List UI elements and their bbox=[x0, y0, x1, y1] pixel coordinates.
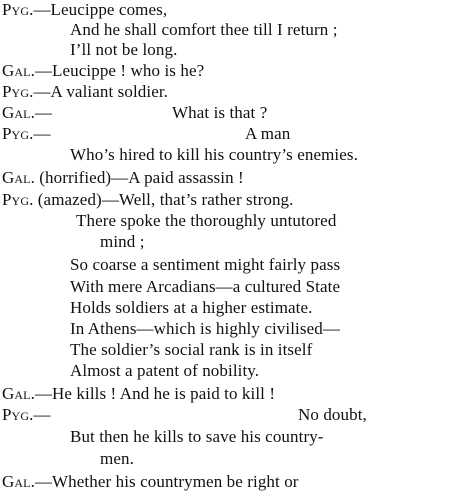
line-6 bbox=[2, 103, 52, 122]
line-1 bbox=[2, 0, 167, 19]
speech-text: —A valiant soldier. bbox=[33, 82, 169, 101]
line-12: mind ; bbox=[100, 232, 145, 251]
line-5 bbox=[2, 82, 168, 101]
line-13: So coarse a sentiment might fairly pass bbox=[70, 255, 341, 274]
line-3: I’ll not be long. bbox=[70, 40, 178, 59]
line-20-text: No doubt, bbox=[298, 405, 367, 424]
line-15: Holds soldiers at a higher estimate. bbox=[70, 298, 313, 317]
line-11: There spoke the thoroughly untutored bbox=[76, 211, 337, 230]
speaker-gal: Gal. bbox=[2, 384, 35, 403]
line-17: The soldier’s social rank is in itself bbox=[70, 340, 313, 359]
speech-text: (horrified)—A paid assassin ! bbox=[34, 168, 244, 187]
line-22: men. bbox=[100, 449, 134, 468]
line-9 bbox=[2, 168, 244, 187]
speaker-pyg: Pyg. bbox=[2, 405, 34, 424]
speaker-gal: Gal. bbox=[2, 472, 35, 491]
line-23 bbox=[2, 472, 299, 491]
speech-text: —Leucippe ! who is he? bbox=[34, 61, 205, 80]
line-2: And he shall comfort thee till I return ; bbox=[70, 20, 338, 39]
speech-dash: — bbox=[33, 405, 51, 424]
speaker-gal: Gal. bbox=[2, 103, 35, 122]
line-16: In Athens—which is highly civilised— bbox=[70, 319, 340, 338]
line-7 bbox=[2, 124, 51, 143]
speaker-gal: Gal. bbox=[2, 61, 35, 80]
line-18: Almost a patent of nobility. bbox=[70, 361, 260, 380]
speech-dash: — bbox=[33, 124, 51, 143]
speaker-pyg: Pyg. bbox=[2, 0, 34, 19]
speech-text: —Whether his countrymen be right or bbox=[34, 472, 299, 491]
line-8: Who’s hired to kill his country’s enemies. bbox=[70, 145, 358, 164]
line-4 bbox=[2, 61, 204, 80]
speaker-pyg: Pyg. bbox=[2, 124, 34, 143]
line-6-text: What is that ? bbox=[172, 103, 268, 122]
speaker-gal: Gal. bbox=[2, 168, 35, 187]
speech-text: —Leucippe comes, bbox=[33, 0, 168, 19]
speech-dash: — bbox=[34, 103, 53, 122]
line-20 bbox=[2, 405, 51, 424]
speaker-pyg: Pyg. bbox=[2, 82, 34, 101]
line-14: With mere Arcadians—a cultured State bbox=[70, 277, 341, 296]
speaker-pyg: Pyg. bbox=[2, 190, 34, 209]
line-19 bbox=[2, 384, 275, 403]
line-10 bbox=[2, 190, 294, 209]
speech-text: (amazed)—Well, that’s rather strong. bbox=[33, 190, 294, 209]
line-21: But then he kills to save his country- bbox=[70, 427, 324, 446]
line-7-text: A man bbox=[245, 124, 291, 143]
speech-text: —He kills ! And he is paid to kill ! bbox=[34, 384, 276, 403]
